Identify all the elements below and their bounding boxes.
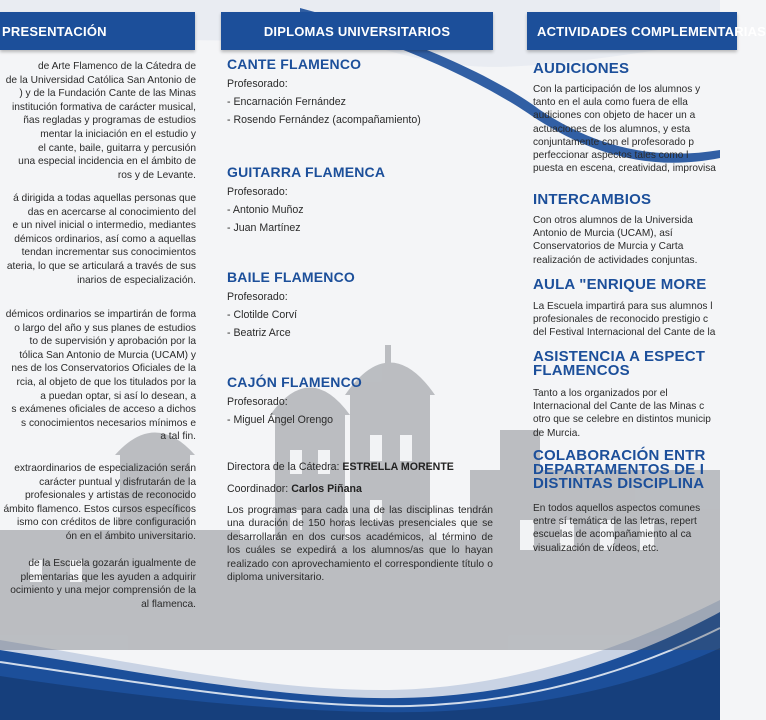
text-line: actuaciones de los alumnos, y esta bbox=[533, 123, 691, 135]
heading-line: DISTINTAS DISCIPLINA bbox=[533, 475, 705, 492]
heading-line: FLAMENCOS bbox=[533, 362, 630, 379]
directora-line: Directora de la Cátedra: ESTRELLA MORENTE bbox=[227, 461, 454, 473]
header-presentacion: PRESENTACIÓN bbox=[0, 12, 195, 50]
text-line: Con la participación de los alumnos y bbox=[533, 84, 701, 95]
text-line: s conocimientos necesarios mínimos e bbox=[21, 417, 196, 429]
presentacion-paragraph-3 bbox=[0, 308, 196, 444]
teacher-item: - Antonio Muñoz bbox=[227, 204, 304, 216]
text-line: una especial incidencia en el ámbito de bbox=[18, 156, 196, 168]
text-line: audiciones con objeto de hacer un a bbox=[533, 110, 696, 122]
section-title: CANTE FLAMENCO bbox=[227, 56, 362, 72]
coordinador-line: Coordinador: Carlos Piñana bbox=[227, 483, 362, 495]
text-line: perfeccionar aspectos tales como l bbox=[533, 150, 689, 162]
text-line: otro que se celebre en distintos municip bbox=[533, 414, 711, 426]
heading-line: ASISTENCIA A ESPECT bbox=[533, 348, 706, 365]
text-line: tendan incrementar sus conocimientos bbox=[21, 247, 196, 259]
text-line: o largo del año y sus planes de estudios bbox=[14, 322, 196, 334]
text-line: das en acercarse al conocimiento del bbox=[27, 206, 196, 218]
colaboracion-text bbox=[533, 502, 733, 555]
text-line: inarios de especialización. bbox=[77, 274, 196, 286]
text-line: de la Universidad Católica San Antonio de bbox=[5, 74, 196, 86]
text-line: profesionales de reconocido prestigio c bbox=[533, 314, 709, 326]
text-line: de Arte Flamenco de la Cátedra de bbox=[37, 61, 196, 72]
teacher-item: - Juan Martínez bbox=[227, 222, 301, 234]
text-line: carácter puntual y disfrutarán de la bbox=[39, 476, 196, 488]
colaboracion-title bbox=[533, 449, 706, 491]
section-title: CAJÓN FLAMENCO bbox=[227, 374, 363, 390]
text-line: En todos aquellos aspectos comunes bbox=[533, 503, 701, 514]
text-line: tanto en el aula como fuera de ella bbox=[533, 97, 688, 109]
text-line: extraordinarios de especialización serán bbox=[14, 463, 196, 474]
teacher-item: - Miguel Ángel Orengo bbox=[227, 414, 333, 426]
presentacion-paragraph-1 bbox=[0, 60, 196, 182]
header-actividades: ACTIVIDADES COMPLEMENTARIAS bbox=[527, 12, 737, 50]
heading-line: DEPARTAMENTOS DE I bbox=[533, 461, 705, 478]
text-line: ámbito flamenco. Estos cursos específicos bbox=[3, 503, 196, 515]
text-line: nes de los Conservatorios Oficiales de la bbox=[11, 363, 196, 375]
text-line: démicos ordinarios se impartirán de forma bbox=[5, 309, 196, 320]
text-line: s exámenes oficiales de acceso a dichos bbox=[11, 404, 196, 416]
text-line: puesta en escena, creatividad, improvisa bbox=[533, 163, 716, 175]
profesorado-label: Profesorado: bbox=[227, 291, 288, 303]
section-cante bbox=[227, 56, 421, 126]
text-line: a tal fin. bbox=[160, 431, 196, 443]
heading-line: COLABORACIÓN ENTR bbox=[533, 447, 706, 464]
text-line: á dirigida a todas aquellas personas que bbox=[13, 193, 196, 204]
presentacion-paragraph-2 bbox=[0, 192, 196, 287]
audiciones-text bbox=[533, 83, 733, 175]
text-line: ismo con créditos de libre configuración bbox=[17, 517, 196, 529]
text-line: conjuntamente con el profesorado p bbox=[533, 136, 695, 148]
section-baile bbox=[227, 269, 355, 339]
header-diplomas: DIPLOMAS UNIVERSITARIOS bbox=[221, 12, 493, 50]
text-line: Conservatorios de Murcia y Carta bbox=[533, 241, 684, 253]
text-line: escuelas de acompañamiento al ca bbox=[533, 529, 692, 541]
section-title: GUITARRA FLAMENCA bbox=[227, 164, 386, 180]
section-guitarra bbox=[227, 164, 385, 234]
directora-name: ESTRELLA MORENTE bbox=[342, 461, 454, 473]
text-line: rcia, al objeto de que los titulados por la bbox=[16, 376, 196, 388]
text-line: La Escuela impartirá para sus alumnos l bbox=[533, 301, 713, 312]
text-line: del Festival Internacional del Cante de la bbox=[533, 327, 716, 339]
text-line: mentar la iniciación en el estudio y bbox=[40, 128, 196, 140]
text-line: ) y de la Fundación Cante de las Minas bbox=[19, 88, 196, 100]
text-line: Antonio de Murcia (UCAM), así bbox=[533, 228, 673, 240]
text-line: de Murcia. bbox=[533, 427, 581, 439]
teacher-item: - Encarnación Fernández bbox=[227, 96, 346, 108]
text-line: institución formativa de carácter musical, bbox=[11, 101, 196, 113]
text-line: démicos ordinarios, así como a aquellas bbox=[14, 233, 196, 245]
programas-paragraph: Los programas para cada una de las disciplinas tendrán una duración de 150 horas lectivas presenciales que se desarrollarán en dos cursos académicos, al término de los cuáles se expedirá a los alumnos/as que lo hayan realizado con aprovechamiento el correspondiente título o diploma universitario. bbox=[227, 505, 493, 584]
text-line: ñas regladas y programas de estudios bbox=[23, 115, 196, 127]
text-line: ateria, lo que se articulará a través de sus bbox=[6, 260, 196, 272]
coordinador-name: Carlos Piñana bbox=[291, 483, 362, 495]
text-line: al flamenca. bbox=[141, 598, 196, 610]
actividades-column bbox=[533, 0, 723, 720]
text-line: Internacional del Cante de las Minas c bbox=[533, 401, 705, 413]
text-line: entre sí temática de las letras, repert bbox=[533, 516, 697, 528]
text-line: Con otros alumnos de la Universida bbox=[533, 215, 693, 226]
text-line: ón en el ámbito universitario. bbox=[65, 530, 196, 542]
text-line: a puedan optar, si así lo desean, a bbox=[40, 390, 196, 402]
text-line: e un nivel inicial o intermedio, mediantes bbox=[12, 220, 196, 232]
aula-text bbox=[533, 300, 733, 340]
teacher-item: - Clotilde Corví bbox=[227, 309, 298, 321]
text-line: de la Escuela gozarán igualmente de bbox=[28, 558, 196, 569]
asistencia-title bbox=[533, 350, 705, 378]
presentacion-paragraph-5 bbox=[0, 557, 196, 611]
text-line: plementarias que les ayuden a adquirir bbox=[20, 571, 196, 583]
text-line: to de supervisión y aprobación por la bbox=[29, 336, 196, 348]
section-cajon bbox=[227, 374, 362, 426]
section-title: BAILE FLAMENCO bbox=[227, 269, 356, 285]
profesorado-label: Profesorado: bbox=[227, 396, 288, 408]
intercambios-title: INTERCAMBIOS bbox=[533, 191, 652, 208]
text-line: Tanto a los organizados por el bbox=[533, 388, 668, 399]
teacher-item: - Beatriz Arce bbox=[227, 327, 291, 339]
audiciones-title: AUDICIONES bbox=[533, 60, 630, 77]
aula-title: AULA "ENRIQUE MORE bbox=[533, 276, 707, 293]
text-line: ocimiento y una mejor comprensión de la bbox=[10, 585, 196, 597]
profesorado-label: Profesorado: bbox=[227, 78, 288, 90]
text-line: realización de actividades conjuntas. bbox=[533, 254, 698, 266]
asistencia-text bbox=[533, 387, 733, 440]
text-line: profesionales y artistas de reconocido bbox=[24, 490, 196, 502]
teacher-item: - Rosendo Fernández (acompañamiento) bbox=[227, 114, 421, 126]
text-line: visualización de vídeos, etc. bbox=[533, 542, 659, 554]
intercambios-text bbox=[533, 214, 733, 267]
text-line: tólica San Antonio de Murcia (UCAM) y bbox=[19, 349, 196, 361]
profesorado-label: Profesorado: bbox=[227, 186, 288, 198]
text-line: el cante, baile, guitarra y percusión bbox=[38, 142, 196, 154]
text-line: ros y de Levante. bbox=[117, 169, 196, 181]
presentacion-paragraph-4 bbox=[0, 462, 196, 544]
